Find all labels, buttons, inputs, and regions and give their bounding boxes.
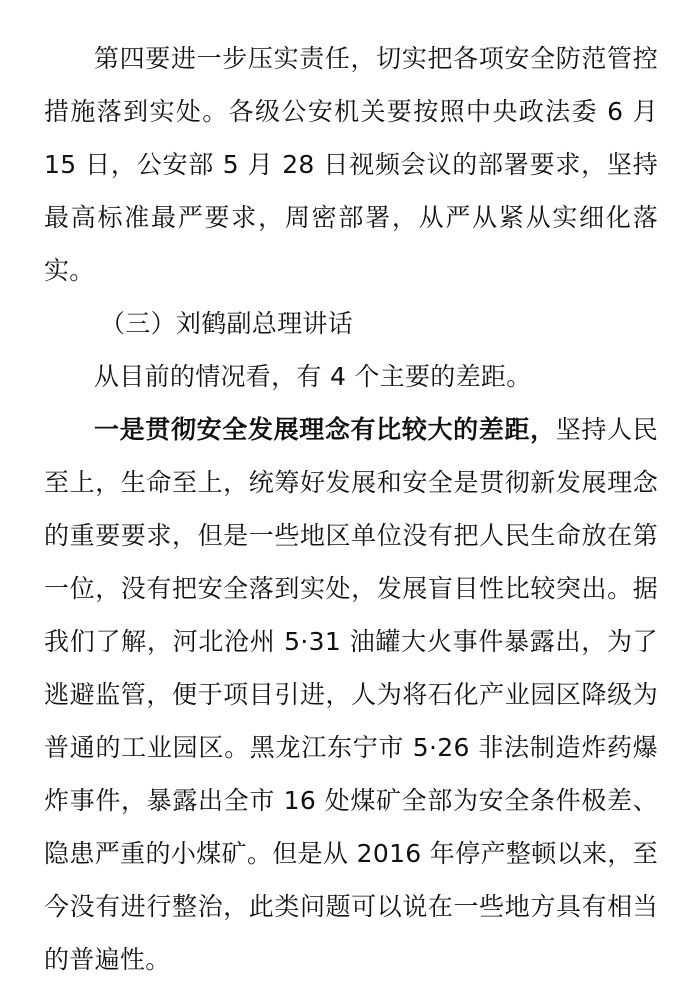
section-heading: （三）刘鹤副总理讲话 [100,309,354,338]
paragraph-gaps-intro: 从目前的情况看，有 4 个主要的差距。 [94,362,532,391]
paragraph-responsibility: 第四要进一步压实责任，切实把各项安全防范管控措施落到实处。各级公安机关要按照中央政法委 6 月 15 日，公安部 5 月 28 日视频会议的部署要求，坚持最高标准最严要求，周密部署，从严从紧从实细化落实。 [44,44,658,285]
paragraph-body-text: 坚持人民至上，生命至上，统筹好发展和安全是贯彻新发展理念的重要要求，但是一些地区单位没有把人民生命放在第一位，没有把安全落到实处，发展盲目性比较突出。据我们了解，河北沧州 5·31 油罐大火事件暴露出，为了逃避监管，便于项目引进，人为将石化产业园区降级为普通的工业园区。黑龙江东宁市 5·26 非法制造炸药爆炸事件，暴露出全市 16 处煤矿全部为安全条件极差、隐患严重的小煤矿。但是从 2016 年停产整顿以来，至今没有进行整治，此类问题可以说在一些地方具有相当的普遍性。 [44,415,659,974]
paragraph-lead-bold: 一是贯彻安全发展理念有比较大的差距， [94,415,556,444]
paragraph-first-gap [44,403,658,986]
document-body [44,32,658,986]
